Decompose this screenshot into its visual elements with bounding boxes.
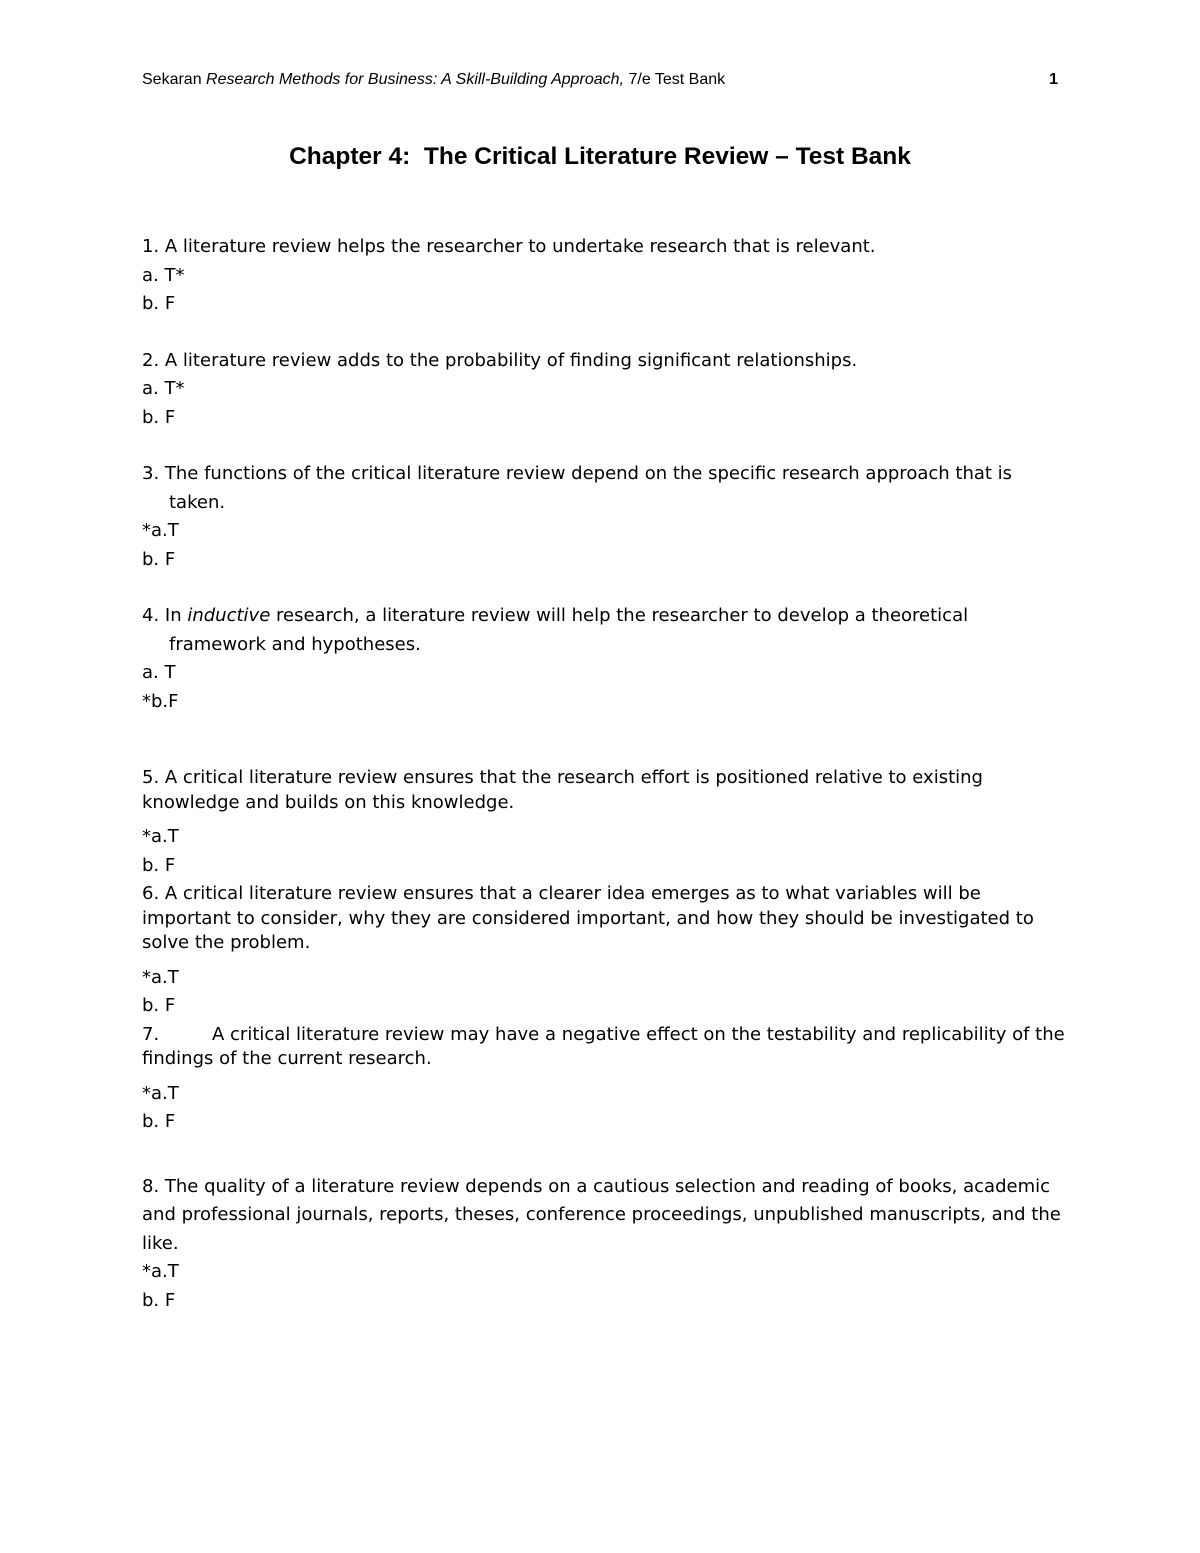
- header-author: Sekaran: [142, 71, 207, 88]
- question-stem-emphasis: inductive: [187, 605, 271, 626]
- answer-option-b: b. F: [142, 854, 176, 876]
- answer-option-b: b. F: [142, 1111, 176, 1132]
- question-stem: 8. The quality of a literature review depends on a cautious selection and reading of books, academic and professional journals, reports, theses, conference proceedings, unpublished manuscripts, and the like.: [142, 1175, 1061, 1254]
- question-8: [142, 1173, 1072, 1316]
- answer-option-a: *a.T: [142, 826, 179, 847]
- question-stem-continued: taken.: [169, 491, 226, 513]
- question-4: [142, 602, 1072, 716]
- question-stem-rest: research, a literature review will help the researcher to develop a theoretical: [270, 605, 969, 626]
- question-stem: 5. A critical literature review ensures that the research effort is positioned relative to existing knowledge and builds on this knowledge.: [142, 767, 983, 813]
- answer-option-a: a. T*: [142, 378, 185, 399]
- answer-option-a: *a.T: [142, 1261, 179, 1282]
- answer-option-b: b. F: [142, 293, 176, 314]
- question-1: [142, 233, 1072, 319]
- answer-option-b: b. F: [142, 406, 176, 428]
- answer-option-a: *a.T: [142, 966, 179, 988]
- question-stem: 6. A critical literature review ensures that a clearer idea emerges as to what variables will be important to consider, why they are considered important, and how they should be investigated to solve the problem.: [142, 883, 1034, 953]
- question-2: [142, 347, 1072, 433]
- answer-option-b: *b.F: [142, 690, 179, 712]
- question-stem: [142, 602, 1072, 631]
- answer-option-a: a. T*: [142, 264, 185, 286]
- running-header: [142, 71, 1058, 93]
- question-stem: 3. The functions of the critical literature review depend on the specific research approach that is: [142, 463, 1013, 484]
- question-stem: 2. A literature review adds to the probability of finding significant relationships.: [142, 349, 858, 371]
- question-number: 7.: [142, 1023, 160, 1045]
- answer-option-a: *a.T: [142, 520, 179, 541]
- page-number: 1: [1049, 71, 1058, 88]
- header-book-title: Research Methods for Business: A Skill-Building Approach,: [206, 71, 625, 88]
- question-3: [142, 460, 1072, 574]
- question-6: [142, 882, 1072, 1021]
- answer-option-b: b. F: [142, 548, 176, 570]
- question-stem-text: A critical literature review may have a negative effect on the testability and replicability of the findings of the current research.: [142, 1023, 1065, 1069]
- question-stem-lead: 4. In: [142, 605, 188, 626]
- question-list: [142, 233, 1072, 1315]
- answer-option-a: a. T: [142, 662, 176, 683]
- chapter-title: Chapter 4: The Critical Literature Review – Test Bank: [289, 143, 911, 170]
- question-stem: 1. A literature review helps the researcher to undertake research that is relevant.: [142, 236, 876, 257]
- question-7: [142, 1023, 1072, 1137]
- question-stem-continued: framework and hypotheses.: [169, 633, 421, 655]
- answer-option-a: *a.T: [142, 1082, 179, 1104]
- answer-option-b: b. F: [142, 1289, 176, 1311]
- header-edition: 7/e Test Bank: [624, 71, 726, 88]
- answer-option-b: b. F: [142, 995, 176, 1016]
- question-5: [142, 766, 1072, 880]
- question-stem: [142, 1023, 1072, 1072]
